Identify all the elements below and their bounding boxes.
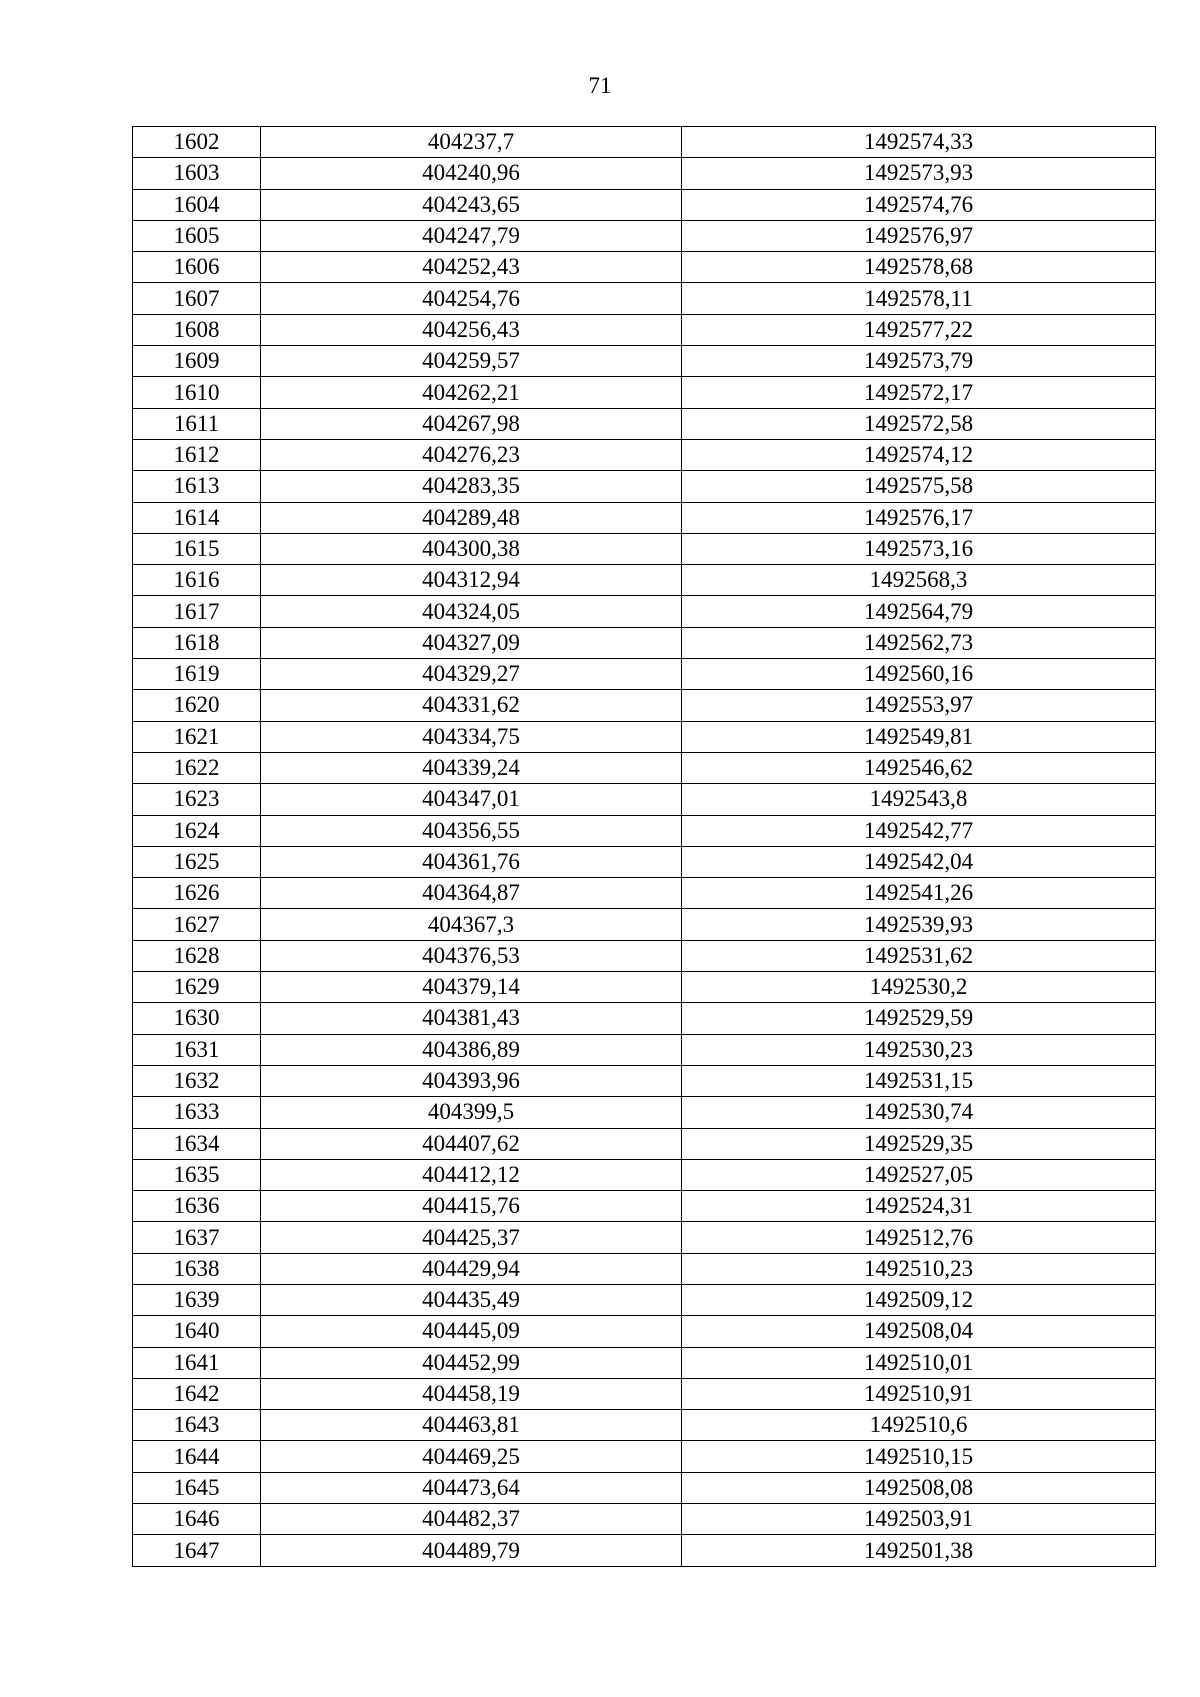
table-row [133, 1128, 1156, 1159]
x-coordinate-cell: 404331,62 [261, 690, 682, 721]
x-coordinate-cell: 404312,94 [261, 565, 682, 596]
x-coordinate-cell: 404283,35 [261, 471, 682, 502]
y-coordinate-cell: 1492543,8 [682, 784, 1156, 815]
table-row [133, 627, 1156, 658]
table-row [133, 815, 1156, 846]
y-coordinate-cell: 1492573,79 [682, 346, 1156, 377]
y-coordinate-cell: 1492510,6 [682, 1410, 1156, 1441]
x-coordinate-cell: 404267,98 [261, 408, 682, 439]
table-row [133, 283, 1156, 314]
table-row [133, 1347, 1156, 1378]
table-row [133, 1378, 1156, 1409]
table-row [133, 377, 1156, 408]
x-coordinate-cell: 404489,79 [261, 1535, 682, 1566]
point-number-cell: 1610 [133, 377, 261, 408]
x-coordinate-cell: 404254,76 [261, 283, 682, 314]
point-number-cell: 1638 [133, 1253, 261, 1284]
x-coordinate-cell: 404240,96 [261, 158, 682, 189]
point-number-cell: 1609 [133, 346, 261, 377]
point-number-cell: 1639 [133, 1284, 261, 1315]
table-row [133, 1284, 1156, 1315]
point-number-cell: 1628 [133, 940, 261, 971]
page-number: 71 [588, 73, 612, 98]
x-coordinate-cell: 404379,14 [261, 972, 682, 1003]
point-number-cell: 1612 [133, 439, 261, 470]
x-coordinate-cell: 404469,25 [261, 1441, 682, 1472]
y-coordinate-cell: 1492510,91 [682, 1378, 1156, 1409]
table-row [133, 533, 1156, 564]
y-coordinate-cell: 1492573,93 [682, 158, 1156, 189]
table-row [133, 252, 1156, 283]
x-coordinate-cell: 404300,38 [261, 533, 682, 564]
y-coordinate-cell: 1492568,3 [682, 565, 1156, 596]
table-row [133, 1410, 1156, 1441]
table-row [133, 1253, 1156, 1284]
y-coordinate-cell: 1492510,01 [682, 1347, 1156, 1378]
point-number-cell: 1618 [133, 627, 261, 658]
point-number-cell: 1625 [133, 846, 261, 877]
y-coordinate-cell: 1492573,16 [682, 533, 1156, 564]
x-coordinate-cell: 404327,09 [261, 627, 682, 658]
table-row [133, 1504, 1156, 1535]
point-number-cell: 1636 [133, 1191, 261, 1222]
table-row [133, 721, 1156, 752]
x-coordinate-cell: 404256,43 [261, 314, 682, 345]
table-row [133, 565, 1156, 596]
point-number-cell: 1614 [133, 502, 261, 533]
point-number-cell: 1640 [133, 1316, 261, 1347]
point-number-cell: 1646 [133, 1504, 261, 1535]
point-number-cell: 1635 [133, 1159, 261, 1190]
table-row [133, 846, 1156, 877]
x-coordinate-cell: 404407,62 [261, 1128, 682, 1159]
table-row [133, 909, 1156, 940]
x-coordinate-cell: 404252,43 [261, 252, 682, 283]
y-coordinate-cell: 1492574,12 [682, 439, 1156, 470]
x-coordinate-cell: 404364,87 [261, 878, 682, 909]
point-number-cell: 1629 [133, 972, 261, 1003]
y-coordinate-cell: 1492509,12 [682, 1284, 1156, 1315]
point-number-cell: 1631 [133, 1034, 261, 1065]
y-coordinate-cell: 1492578,11 [682, 283, 1156, 314]
point-number-cell: 1611 [133, 408, 261, 439]
table-row [133, 502, 1156, 533]
table-row [133, 690, 1156, 721]
y-coordinate-cell: 1492577,22 [682, 314, 1156, 345]
table-row [133, 784, 1156, 815]
point-number-cell: 1643 [133, 1410, 261, 1441]
x-coordinate-cell: 404347,01 [261, 784, 682, 815]
table-row [133, 1003, 1156, 1034]
point-number-cell: 1617 [133, 596, 261, 627]
y-coordinate-cell: 1492572,17 [682, 377, 1156, 408]
table-row [133, 346, 1156, 377]
table-row [133, 1065, 1156, 1096]
table-row [133, 408, 1156, 439]
point-number-cell: 1619 [133, 659, 261, 690]
x-coordinate-cell: 404376,53 [261, 940, 682, 971]
x-coordinate-cell: 404445,09 [261, 1316, 682, 1347]
x-coordinate-cell: 404367,3 [261, 909, 682, 940]
y-coordinate-cell: 1492527,05 [682, 1159, 1156, 1190]
y-coordinate-cell: 1492529,35 [682, 1128, 1156, 1159]
x-coordinate-cell: 404399,5 [261, 1097, 682, 1128]
point-number-cell: 1626 [133, 878, 261, 909]
point-number-cell: 1608 [133, 314, 261, 345]
table-row [133, 1441, 1156, 1472]
point-number-cell: 1642 [133, 1378, 261, 1409]
point-number-cell: 1623 [133, 784, 261, 815]
point-number-cell: 1645 [133, 1472, 261, 1503]
table-row [133, 1034, 1156, 1065]
x-coordinate-cell: 404452,99 [261, 1347, 682, 1378]
y-coordinate-cell: 1492531,15 [682, 1065, 1156, 1096]
table-row [133, 1159, 1156, 1190]
x-coordinate-cell: 404386,89 [261, 1034, 682, 1065]
table-row [133, 314, 1156, 345]
y-coordinate-cell: 1492530,23 [682, 1034, 1156, 1065]
point-number-cell: 1644 [133, 1441, 261, 1472]
point-number-cell: 1622 [133, 752, 261, 783]
y-coordinate-cell: 1492530,2 [682, 972, 1156, 1003]
y-coordinate-cell: 1492572,58 [682, 408, 1156, 439]
y-coordinate-cell: 1492510,15 [682, 1441, 1156, 1472]
y-coordinate-cell: 1492531,62 [682, 940, 1156, 971]
x-coordinate-cell: 404415,76 [261, 1191, 682, 1222]
y-coordinate-cell: 1492562,73 [682, 627, 1156, 658]
y-coordinate-cell: 1492512,76 [682, 1222, 1156, 1253]
y-coordinate-cell: 1492508,04 [682, 1316, 1156, 1347]
x-coordinate-cell: 404259,57 [261, 346, 682, 377]
y-coordinate-cell: 1492501,38 [682, 1535, 1156, 1566]
point-number-cell: 1603 [133, 158, 261, 189]
x-coordinate-cell: 404247,79 [261, 220, 682, 251]
x-coordinate-cell: 404334,75 [261, 721, 682, 752]
table-row [133, 659, 1156, 690]
coordinates-table-body [133, 127, 1156, 1567]
point-number-cell: 1602 [133, 127, 261, 158]
table-row [133, 1535, 1156, 1566]
y-coordinate-cell: 1492574,33 [682, 127, 1156, 158]
y-coordinate-cell: 1492530,74 [682, 1097, 1156, 1128]
point-number-cell: 1605 [133, 220, 261, 251]
point-number-cell: 1615 [133, 533, 261, 564]
point-number-cell: 1637 [133, 1222, 261, 1253]
table-row [133, 439, 1156, 470]
x-coordinate-cell: 404276,23 [261, 439, 682, 470]
x-coordinate-cell: 404429,94 [261, 1253, 682, 1284]
y-coordinate-cell: 1492542,77 [682, 815, 1156, 846]
table-row [133, 878, 1156, 909]
y-coordinate-cell: 1492553,97 [682, 690, 1156, 721]
y-coordinate-cell: 1492539,93 [682, 909, 1156, 940]
table-row [133, 1222, 1156, 1253]
table-row [133, 1472, 1156, 1503]
y-coordinate-cell: 1492576,17 [682, 502, 1156, 533]
point-number-cell: 1633 [133, 1097, 261, 1128]
y-coordinate-cell: 1492560,16 [682, 659, 1156, 690]
table-row [133, 189, 1156, 220]
point-number-cell: 1647 [133, 1535, 261, 1566]
point-number-cell: 1624 [133, 815, 261, 846]
x-coordinate-cell: 404435,49 [261, 1284, 682, 1315]
table-row [133, 1097, 1156, 1128]
x-coordinate-cell: 404463,81 [261, 1410, 682, 1441]
point-number-cell: 1630 [133, 1003, 261, 1034]
x-coordinate-cell: 404243,65 [261, 189, 682, 220]
x-coordinate-cell: 404425,37 [261, 1222, 682, 1253]
table-row [133, 752, 1156, 783]
table-row [133, 596, 1156, 627]
point-number-cell: 1616 [133, 565, 261, 596]
y-coordinate-cell: 1492549,81 [682, 721, 1156, 752]
point-number-cell: 1613 [133, 471, 261, 502]
point-number-cell: 1634 [133, 1128, 261, 1159]
point-number-cell: 1606 [133, 252, 261, 283]
x-coordinate-cell: 404237,7 [261, 127, 682, 158]
table-row [133, 1316, 1156, 1347]
y-coordinate-cell: 1492510,23 [682, 1253, 1156, 1284]
x-coordinate-cell: 404473,64 [261, 1472, 682, 1503]
point-number-cell: 1641 [133, 1347, 261, 1378]
y-coordinate-cell: 1492546,62 [682, 752, 1156, 783]
x-coordinate-cell: 404329,27 [261, 659, 682, 690]
y-coordinate-cell: 1492541,26 [682, 878, 1156, 909]
point-number-cell: 1607 [133, 283, 261, 314]
point-number-cell: 1632 [133, 1065, 261, 1096]
y-coordinate-cell: 1492542,04 [682, 846, 1156, 877]
table-row [133, 127, 1156, 158]
x-coordinate-cell: 404361,76 [261, 846, 682, 877]
table-row [133, 220, 1156, 251]
y-coordinate-cell: 1492564,79 [682, 596, 1156, 627]
table-row [133, 158, 1156, 189]
y-coordinate-cell: 1492529,59 [682, 1003, 1156, 1034]
point-number-cell: 1620 [133, 690, 261, 721]
y-coordinate-cell: 1492574,76 [682, 189, 1156, 220]
x-coordinate-cell: 404262,21 [261, 377, 682, 408]
x-coordinate-cell: 404482,37 [261, 1504, 682, 1535]
y-coordinate-cell: 1492503,91 [682, 1504, 1156, 1535]
x-coordinate-cell: 404324,05 [261, 596, 682, 627]
table-row [133, 940, 1156, 971]
table-row [133, 972, 1156, 1003]
y-coordinate-cell: 1492576,97 [682, 220, 1156, 251]
y-coordinate-cell: 1492508,08 [682, 1472, 1156, 1503]
x-coordinate-cell: 404393,96 [261, 1065, 682, 1096]
x-coordinate-cell: 404356,55 [261, 815, 682, 846]
table-row [133, 1191, 1156, 1222]
x-coordinate-cell: 404339,24 [261, 752, 682, 783]
x-coordinate-cell: 404458,19 [261, 1378, 682, 1409]
x-coordinate-cell: 404289,48 [261, 502, 682, 533]
point-number-cell: 1621 [133, 721, 261, 752]
y-coordinate-cell: 1492524,31 [682, 1191, 1156, 1222]
coordinates-table [132, 126, 1156, 1567]
point-number-cell: 1604 [133, 189, 261, 220]
y-coordinate-cell: 1492575,58 [682, 471, 1156, 502]
x-coordinate-cell: 404381,43 [261, 1003, 682, 1034]
y-coordinate-cell: 1492578,68 [682, 252, 1156, 283]
table-row [133, 471, 1156, 502]
x-coordinate-cell: 404412,12 [261, 1159, 682, 1190]
point-number-cell: 1627 [133, 909, 261, 940]
